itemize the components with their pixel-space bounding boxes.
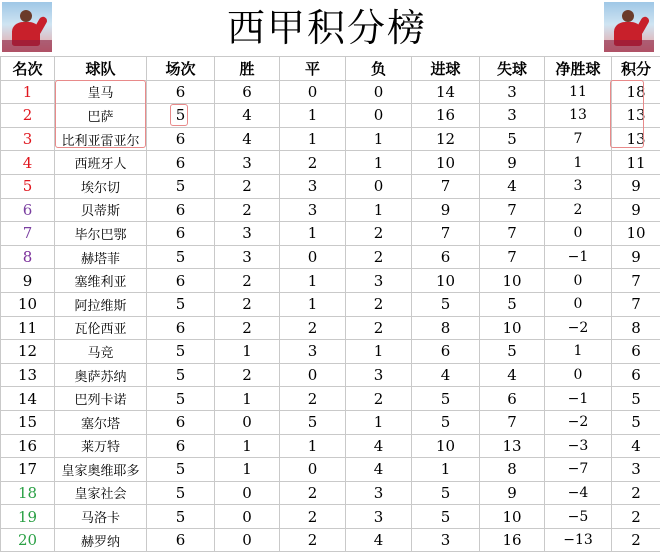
cell-played: 6 [147, 127, 215, 151]
cell-drawn: 2 [280, 316, 346, 340]
cell-rank: 10 [1, 292, 55, 316]
cell-rank: 9 [1, 269, 55, 293]
cell-points: 6 [612, 340, 660, 364]
cell-lost: 2 [346, 222, 412, 246]
cell-drawn: 3 [280, 174, 346, 198]
table-row [1, 292, 660, 316]
cell-rank: 12 [1, 340, 55, 364]
cell-goals-for: 6 [412, 340, 480, 364]
cell-goals-for: 16 [412, 104, 480, 128]
cell-lost: 3 [346, 363, 412, 387]
cell-won: 4 [215, 104, 280, 128]
cell-won: 1 [215, 458, 280, 482]
cell-rank: 1 [1, 80, 55, 104]
cell-goals-against: 7 [480, 198, 545, 222]
cell-lost: 0 [346, 174, 412, 198]
cell-goals-for: 6 [412, 245, 480, 269]
cell-goal-difference: 0 [545, 292, 612, 316]
cell-goal-difference: 0 [545, 269, 612, 293]
header-row [1, 57, 660, 81]
cell-goals-for: 14 [412, 80, 480, 104]
page-title: 西甲积分榜 [54, 0, 600, 56]
cell-points: 2 [612, 481, 660, 505]
cell-drawn: 1 [280, 434, 346, 458]
table-row [1, 104, 660, 128]
cell-points: 3 [612, 458, 660, 482]
cell-points: 9 [612, 198, 660, 222]
cell-won: 4 [215, 127, 280, 151]
cell-won: 0 [215, 481, 280, 505]
cell-lost: 3 [346, 481, 412, 505]
cell-played: 6 [147, 269, 215, 293]
cell-lost: 1 [346, 410, 412, 434]
cell-rank: 5 [1, 174, 55, 198]
cell-won: 0 [215, 410, 280, 434]
header-points: 积分 [612, 57, 660, 81]
cell-drawn: 0 [280, 458, 346, 482]
cell-played: 5 [147, 363, 215, 387]
cell-played: 6 [147, 410, 215, 434]
table-row [1, 434, 660, 458]
cell-points: 11 [612, 151, 660, 175]
cell-goals-against: 16 [480, 528, 545, 552]
cell-team: 奥萨苏纳 [55, 363, 147, 387]
table-row [1, 198, 660, 222]
cell-won: 3 [215, 151, 280, 175]
cell-points: 9 [612, 174, 660, 198]
header-won: 胜 [215, 57, 280, 81]
cell-lost: 0 [346, 104, 412, 128]
cell-points: 6 [612, 363, 660, 387]
cell-played: 5 [147, 245, 215, 269]
cell-won: 2 [215, 174, 280, 198]
cell-goals-against: 6 [480, 387, 545, 411]
cell-goals-for: 9 [412, 198, 480, 222]
cell-points: 10 [612, 222, 660, 246]
cell-goal-difference: 1 [545, 151, 612, 175]
cell-lost: 0 [346, 80, 412, 104]
cell-goals-against: 7 [480, 245, 545, 269]
cell-goals-against: 7 [480, 222, 545, 246]
cell-team: 塞维利亚 [55, 269, 147, 293]
cell-team: 赫塔菲 [55, 245, 147, 269]
table-row [1, 269, 660, 293]
cell-team: 赫罗纳 [55, 528, 147, 552]
cell-points: 7 [612, 269, 660, 293]
cell-rank: 19 [1, 505, 55, 529]
table-row [1, 363, 660, 387]
cell-goals-against: 7 [480, 410, 545, 434]
table-row [1, 340, 660, 364]
cell-lost: 4 [346, 458, 412, 482]
cell-lost: 1 [346, 151, 412, 175]
cell-goals-against: 3 [480, 104, 545, 128]
cell-lost: 3 [346, 269, 412, 293]
cell-points: 4 [612, 434, 660, 458]
cell-lost: 4 [346, 434, 412, 458]
table-row [1, 80, 660, 104]
cell-points: 2 [612, 505, 660, 529]
cell-lost: 1 [346, 198, 412, 222]
cell-goal-difference: −1 [545, 245, 612, 269]
title-row [0, 0, 660, 56]
cell-rank: 13 [1, 363, 55, 387]
header-rank: 名次 [1, 57, 55, 81]
cell-won: 3 [215, 245, 280, 269]
cell-won: 2 [215, 198, 280, 222]
cell-rank: 3 [1, 127, 55, 151]
cell-played: 6 [147, 198, 215, 222]
table-row [1, 387, 660, 411]
cell-goals-against: 8 [480, 458, 545, 482]
table-row [1, 151, 660, 175]
cell-drawn: 3 [280, 198, 346, 222]
cell-won: 1 [215, 434, 280, 458]
cell-team: 巴萨 [55, 104, 147, 128]
cell-team: 皇家社会 [55, 481, 147, 505]
cell-goals-for: 5 [412, 410, 480, 434]
cell-drawn: 0 [280, 80, 346, 104]
cell-won: 0 [215, 505, 280, 529]
table-row [1, 127, 660, 151]
cell-goals-for: 10 [412, 151, 480, 175]
cell-won: 2 [215, 363, 280, 387]
cell-drawn: 2 [280, 151, 346, 175]
cell-goal-difference: 13 [545, 104, 612, 128]
cell-goal-difference: −2 [545, 316, 612, 340]
cell-played: 5 [147, 505, 215, 529]
cell-drawn: 1 [280, 222, 346, 246]
cell-played: 5 [147, 387, 215, 411]
cell-rank: 15 [1, 410, 55, 434]
cell-played: 6 [147, 434, 215, 458]
cell-goals-against: 10 [480, 505, 545, 529]
cell-goals-against: 4 [480, 174, 545, 198]
cell-rank: 16 [1, 434, 55, 458]
cell-drawn: 2 [280, 387, 346, 411]
cell-points: 18 [612, 80, 660, 104]
cell-goal-difference: −1 [545, 387, 612, 411]
cell-goal-difference: −4 [545, 481, 612, 505]
cell-goals-against: 10 [480, 316, 545, 340]
cell-rank: 7 [1, 222, 55, 246]
cell-won: 2 [215, 316, 280, 340]
cell-goals-for: 1 [412, 458, 480, 482]
header-drawn: 平 [280, 57, 346, 81]
table-row [1, 528, 660, 552]
cell-rank: 2 [1, 104, 55, 128]
cell-goal-difference: −7 [545, 458, 612, 482]
cell-team: 埃尔切 [55, 174, 147, 198]
cell-goals-for: 10 [412, 434, 480, 458]
standings-table [0, 56, 660, 552]
cell-rank: 18 [1, 481, 55, 505]
cell-rank: 20 [1, 528, 55, 552]
cell-goal-difference: 0 [545, 363, 612, 387]
cell-goal-difference: 1 [545, 340, 612, 364]
cell-lost: 1 [346, 340, 412, 364]
cell-won: 1 [215, 340, 280, 364]
cell-team: 西班牙人 [55, 151, 147, 175]
cell-goals-for: 5 [412, 481, 480, 505]
header-played: 场次 [147, 57, 215, 81]
cell-drawn: 3 [280, 340, 346, 364]
cell-team: 阿拉维斯 [55, 292, 147, 316]
cell-goals-against: 9 [480, 481, 545, 505]
cell-points: 7 [612, 292, 660, 316]
cell-played: 5 [147, 104, 215, 128]
cell-lost: 1 [346, 127, 412, 151]
cell-team: 皇家奥维耶多 [55, 458, 147, 482]
cell-points: 13 [612, 104, 660, 128]
cell-won: 1 [215, 387, 280, 411]
cell-played: 5 [147, 458, 215, 482]
cell-team: 贝蒂斯 [55, 198, 147, 222]
cell-points: 5 [612, 410, 660, 434]
cell-points: 13 [612, 127, 660, 151]
cell-lost: 2 [346, 316, 412, 340]
header-goals-for: 进球 [412, 57, 480, 81]
cell-drawn: 2 [280, 481, 346, 505]
cell-goals-for: 12 [412, 127, 480, 151]
cell-played: 5 [147, 292, 215, 316]
cell-rank: 11 [1, 316, 55, 340]
cell-played: 6 [147, 528, 215, 552]
cell-lost: 2 [346, 245, 412, 269]
cell-lost: 3 [346, 505, 412, 529]
cell-goals-for: 5 [412, 387, 480, 411]
cell-goals-against: 5 [480, 292, 545, 316]
cell-drawn: 1 [280, 292, 346, 316]
cell-team: 皇马 [55, 80, 147, 104]
cell-lost: 4 [346, 528, 412, 552]
cell-drawn: 5 [280, 410, 346, 434]
cell-drawn: 2 [280, 505, 346, 529]
table-row [1, 410, 660, 434]
cell-drawn: 1 [280, 269, 346, 293]
cell-goals-for: 7 [412, 222, 480, 246]
cell-team: 毕尔巴鄂 [55, 222, 147, 246]
table-row [1, 174, 660, 198]
cell-goal-difference: 7 [545, 127, 612, 151]
cell-goals-for: 7 [412, 174, 480, 198]
cell-goals-against: 10 [480, 269, 545, 293]
cell-goals-against: 4 [480, 363, 545, 387]
cell-drawn: 0 [280, 245, 346, 269]
table-row [1, 316, 660, 340]
cell-goals-for: 5 [412, 505, 480, 529]
table-row [1, 481, 660, 505]
player-photo-right [604, 2, 654, 52]
cell-goal-difference: −5 [545, 505, 612, 529]
cell-points: 9 [612, 245, 660, 269]
cell-goals-against: 9 [480, 151, 545, 175]
cell-goal-difference: 2 [545, 198, 612, 222]
cell-points: 2 [612, 528, 660, 552]
header-lost: 负 [346, 57, 412, 81]
header-goal-difference: 净胜球 [545, 57, 612, 81]
cell-played: 5 [147, 340, 215, 364]
cell-goals-against: 3 [480, 80, 545, 104]
cell-played: 6 [147, 151, 215, 175]
cell-goals-against: 13 [480, 434, 545, 458]
cell-won: 6 [215, 80, 280, 104]
cell-goal-difference: 0 [545, 222, 612, 246]
cell-team: 莱万特 [55, 434, 147, 458]
cell-won: 2 [215, 292, 280, 316]
cell-lost: 2 [346, 387, 412, 411]
cell-played: 6 [147, 222, 215, 246]
cell-won: 3 [215, 222, 280, 246]
cell-played: 6 [147, 316, 215, 340]
header-goals-against: 失球 [480, 57, 545, 81]
cell-goals-for: 5 [412, 292, 480, 316]
cell-goals-for: 4 [412, 363, 480, 387]
cell-drawn: 0 [280, 363, 346, 387]
table-row [1, 222, 660, 246]
cell-team: 马竞 [55, 340, 147, 364]
cell-lost: 2 [346, 292, 412, 316]
cell-team: 瓦伦西亚 [55, 316, 147, 340]
cell-rank: 14 [1, 387, 55, 411]
cell-goals-against: 5 [480, 340, 545, 364]
cell-team: 巴列卡诺 [55, 387, 147, 411]
cell-played: 5 [147, 481, 215, 505]
table-row [1, 458, 660, 482]
cell-won: 2 [215, 269, 280, 293]
cell-points: 8 [612, 316, 660, 340]
player-photo-left [2, 2, 52, 52]
table-row [1, 505, 660, 529]
cell-rank: 4 [1, 151, 55, 175]
cell-goals-for: 10 [412, 269, 480, 293]
cell-goals-against: 5 [480, 127, 545, 151]
cell-rank: 17 [1, 458, 55, 482]
cell-drawn: 1 [280, 104, 346, 128]
cell-team: 比利亚雷亚尔 [55, 127, 147, 151]
header-team: 球队 [55, 57, 147, 81]
cell-drawn: 1 [280, 127, 346, 151]
cell-goals-for: 3 [412, 528, 480, 552]
cell-goal-difference: −13 [545, 528, 612, 552]
cell-drawn: 2 [280, 528, 346, 552]
cell-goal-difference: −2 [545, 410, 612, 434]
cell-goal-difference: −3 [545, 434, 612, 458]
cell-team: 马洛卡 [55, 505, 147, 529]
cell-played: 6 [147, 80, 215, 104]
cell-points: 5 [612, 387, 660, 411]
cell-team: 塞尔塔 [55, 410, 147, 434]
cell-goal-difference: 3 [545, 174, 612, 198]
cell-rank: 6 [1, 198, 55, 222]
cell-goal-difference: 11 [545, 80, 612, 104]
cell-played: 5 [147, 174, 215, 198]
table-row [1, 245, 660, 269]
cell-won: 0 [215, 528, 280, 552]
cell-rank: 8 [1, 245, 55, 269]
cell-goals-for: 8 [412, 316, 480, 340]
